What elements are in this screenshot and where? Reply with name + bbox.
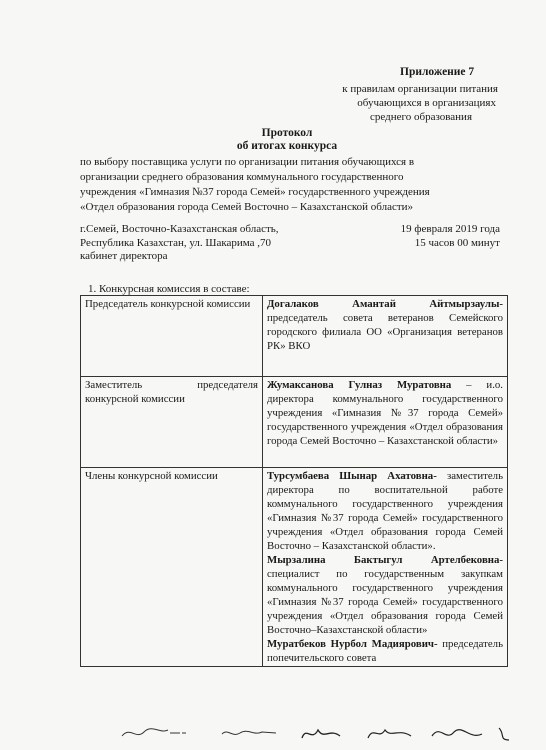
member-description: председатель попечительского совета [267, 638, 503, 664]
role-cell: Члены конкурсной комиссии [81, 468, 263, 667]
member-cell [263, 377, 508, 468]
table-row [81, 377, 508, 468]
appendix-line: среднего образования [370, 111, 472, 123]
member-name: Муратбеков Нурбол Мадиярович- [267, 638, 438, 650]
signature-mark [430, 724, 485, 744]
commission-heading: 1. Конкурсная комиссия в составе: [88, 283, 250, 295]
member-name: Догалаков Амантай Айтмырзаулы- [267, 298, 503, 310]
signature-mark [300, 724, 345, 744]
role-cell: Председатель конкурсной комиссии [81, 296, 263, 377]
subject-line: «Отдел образования города Семей Восточно – Казахстанской области» [80, 201, 414, 213]
meeting-place [80, 223, 320, 264]
subject-line: организации среднего образования коммунального государственного [80, 171, 404, 183]
appendix-line: обучающихся в организациях [357, 97, 496, 109]
signature-strip [100, 720, 520, 746]
meeting-time: 15 часов 00 минут [414, 236, 500, 249]
member-name: Турсумбаева Шынар Ахатовна- [267, 470, 437, 482]
signature-mark [220, 724, 280, 742]
signature-mark [495, 724, 515, 744]
document-subtitle: об итогах конкурса [236, 140, 338, 152]
appendix-line: к правилам организации питания [342, 83, 498, 95]
member-cell [263, 296, 508, 377]
member-description: председатель совета ветеранов Семейского городского филиала ОО «Организация ветеранов РК» ВКО [267, 312, 503, 352]
appendix-subtitle [78, 82, 498, 124]
member-description: заместитель директора по воспитательной работе коммунального государственного учреждения «Гимназия №37 города Семей» государственного учреждения «Отдел образования города Семей Восточно – Казахстанской области». [267, 470, 503, 552]
role-cell: Заместитель председателя конкурсной комиссии [81, 377, 263, 468]
member-description: – и.о. директора коммунального государственного учреждения «Гимназия №37 города Семей» государственного учреждения «Отдел образования города Семей Восточно – Казахстанской области» [267, 379, 503, 447]
member-entry [267, 637, 503, 665]
place-line: кабинет директора [80, 250, 168, 262]
member-entry [267, 469, 503, 553]
document-title: Протокол [261, 127, 313, 139]
member-name: Жумаксанова Гулназ Муратовна [267, 379, 452, 391]
place-line: Республика Казахстан, ул. Шакарима ,70 [80, 236, 272, 249]
meeting-date: 19 февраля 2019 года [400, 223, 500, 235]
member-entry [267, 553, 503, 637]
place-line: г.Семей, Восточно-Казахстанская область, [80, 223, 279, 235]
table-row [81, 468, 508, 667]
member-name: Мырзалина Бактыгул Артелбековна- [267, 554, 503, 566]
table-row [81, 296, 508, 377]
meeting-datetime [340, 223, 500, 250]
member-description: специалист по государственным закупкам коммунального государственного учреждения «Гимназия №37 города Семей» государственного учреждения «Отдел образования города Семей Восточно–Казахстанской области» [267, 568, 503, 636]
subject-line: по выбору поставщика услуги по организации питания обучающихся в [80, 156, 415, 168]
signature-mark [365, 724, 415, 744]
commission-table [80, 295, 508, 667]
subject-line: учреждения «Гимназия №37 города Семей» государственного учреждения [80, 186, 430, 198]
appendix-title: Приложение 7 [400, 66, 475, 78]
member-cell [263, 468, 508, 667]
document-subject [80, 155, 490, 215]
signature-mark [120, 724, 190, 742]
